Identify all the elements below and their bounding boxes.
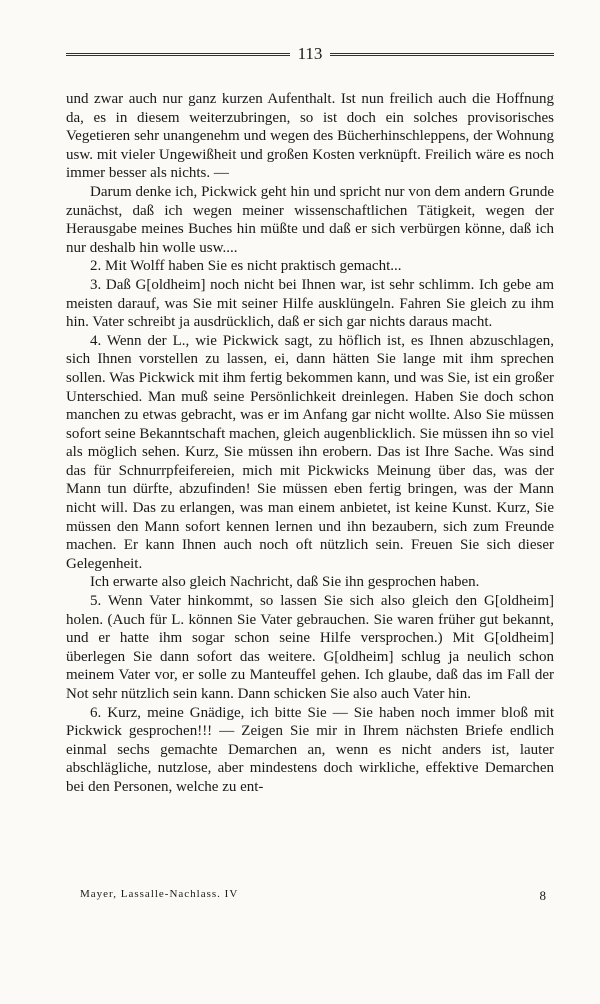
header-rule-right: [330, 53, 554, 56]
sheet-number: 8: [539, 888, 546, 903]
paragraph: und zwar auch nur ganz kurzen Aufenthalt. Ist nun freilich auch die Hoffnung da, es in diesem weiterzubringen, so ist doch ein solches provisorisches Vegetieren sehr unangenehm und wegen des Bücherhinschleppens, der Wohnung usw. mit vieler Ungewißheit und großen Kosten verknüpft. Freilich wäre es noch immer besser als nichts. —: [66, 91, 554, 182]
paragraph: 6. Kurz, meine Gnädige, ich bitte Sie — Sie haben noch immer bloß mit Pickwick gesprochen!!! — Zeigen Sie mir in Ihrem nächsten Briefe endlich einmal sechs gemachte Demarchen an, wenn es nicht anders ist, lauter abschlägliche, nutzlose, aber mindestens doch wirkliche, effektive Demarchen bei den Personen, welche zu ent-: [66, 704, 554, 795]
page-header: [66, 44, 554, 64]
paragraph: 5. Wenn Vater hinkommt, so lassen Sie sich also gleich den G[oldheim] holen. (Auch für L. können Sie Vater gebrauchen. Sie waren früher gut bekannt, und er hatte ihm sogar schon seine Hilfe versprochen.) Mit G[oldheim] überlegen Sie dann sofort das weitere. G[oldheim] schlug ja neulich schon meinem Vater vor, er solle zu Manteuffel gehen. Ich glaube, daß das im Fall der Not sehr nützlich sein kann. Dann schicken Sie also auch Vater hin.: [66, 593, 554, 702]
paragraph: 2. Mit Wolff haben Sie es nicht praktisch gemacht...: [90, 258, 402, 275]
page-number: 113: [297, 44, 323, 63]
page-body: [66, 90, 554, 797]
paragraph: 4. Wenn der L., wie Pickwick sagt, zu höflich ist, es Ihnen abzuschlagen, sich Ihnen vorstellen zu lassen, ei, dann hätten Sie lange mit ihm sprechen sollen. Was Pickwick mit ihm fertig bekommen kann, und was Sie, ist ein großer Unterschied. Man muß seine Persönlichkeit dreinlegen. Haben Sie doch schon manchen zu etwas gebracht, was er im Anfang gar nicht wollte. Also Sie müssen sofort seine Bekanntschaft machen, gleich augenblicklich. Sie müssen ihn so viel als möglich sehen. Kurz, Sie müssen ihn erobern. Das ist Ihre Sache. Was sind das für Schnurrpfeifereien, mich mit Pickwicks Meinung über das, was der Mann tun dürfte, abzufinden! Sie müssen eben fertig bringen, was der Mann nicht will. Das zu erlangen, was man einem anbietet, ist keine Kunst. Kurz, Sie müssen den Mann sofort kennen lernen und ihn bezaubern, sich zum Freunde machen. Er kann Ihnen auch noch oft nützlich sein. Freuen Sie sich dieser Gelegenheit.: [66, 332, 554, 572]
paragraph: 3. Daß G[oldheim] noch nicht bei Ihnen war, ist sehr schlimm. Ich gebe am meisten darauf, was Sie mit seiner Hilfe ausklüngeln. Fahren Sie gleich zu ihm hin. Vater schreibt ja ausdrücklich, daß er sich gar nichts daraus macht.: [66, 276, 554, 331]
paragraph: Darum denke ich, Pickwick geht hin und spricht nur von dem andern Grunde zunächst, daß ich wegen meiner wissenschaftlichen Tätigkeit, wegen der Herausgabe meines Buches hin müßte und daß er sich verbürgen könne, daß ich nur deshalb hin wolle usw....: [66, 183, 554, 256]
page-footer: [66, 888, 554, 904]
paragraph: Ich erwarte also gleich Nachricht, daß Sie ihn gesprochen haben.: [90, 574, 480, 591]
header-rule-left: [66, 53, 290, 56]
printer-signature: Mayer, Lassalle-Nachlass. IV: [80, 888, 239, 900]
